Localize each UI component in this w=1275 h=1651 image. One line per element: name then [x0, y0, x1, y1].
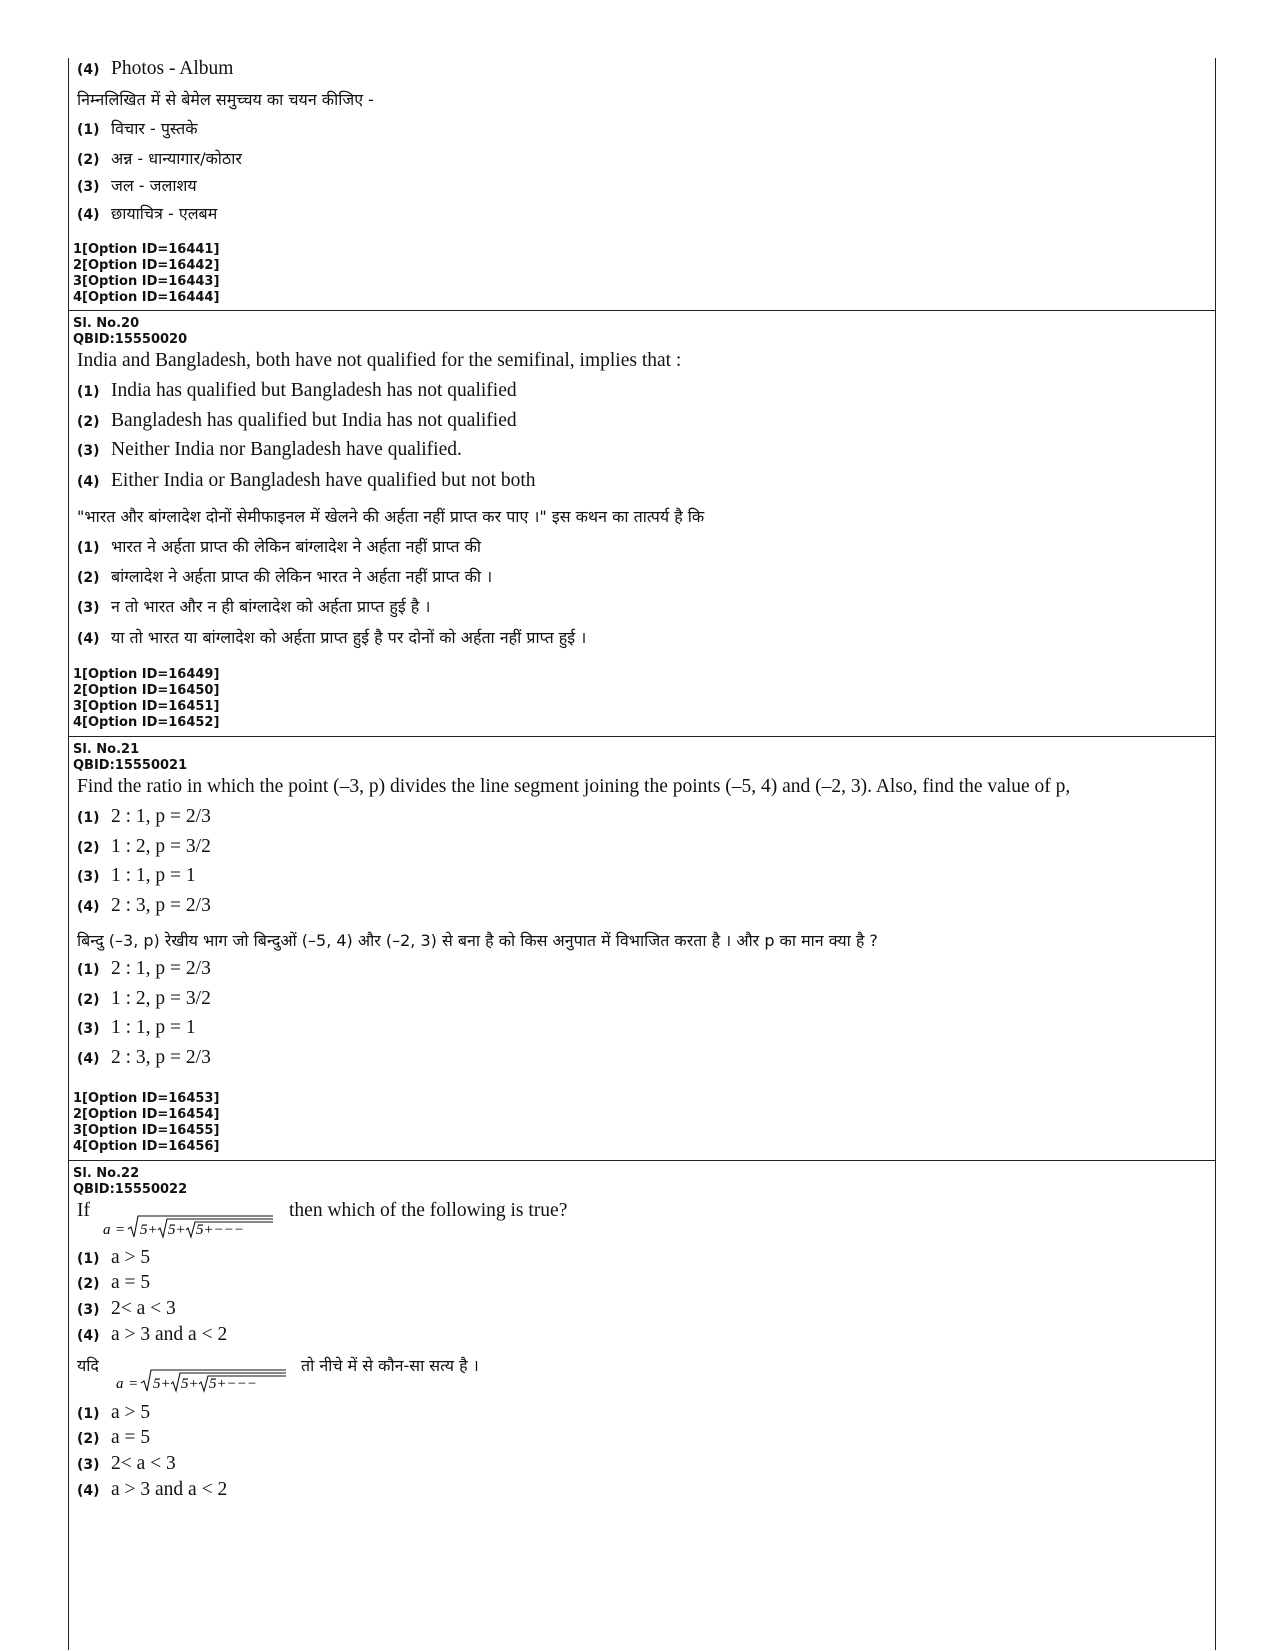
option-line: (1) India has qualified but Bangladesh has not qualified [77, 380, 517, 401]
hindi-option-line: (3) 1 : 1, p = 1 [77, 1017, 196, 1038]
hindi-option-line: (1) a > 5 [77, 1402, 151, 1423]
svg-text:5+: 5+ [181, 1376, 199, 1392]
hindi-option-line: (2) a = 5 [77, 1427, 151, 1448]
qbid: QBID:15550022 [73, 1182, 188, 1197]
nested-radical-formula [101, 1210, 276, 1240]
nested-radical-formula [114, 1364, 289, 1394]
option-line: (2) 1 : 2, p = 3/2 [77, 836, 211, 857]
option-line: (3) 1 : 1, p = 1 [77, 865, 196, 886]
hindi-option-line: (4) a > 3 and a < 2 [77, 1479, 228, 1500]
option-line: (3) 2< a < 3 [77, 1298, 176, 1319]
svg-text:5+−−−: 5+−−− [209, 1376, 257, 1392]
hindi-option-line: (1) विचार - पुस्तके [77, 119, 198, 138]
serial-number: Sl. No.21 [73, 742, 140, 757]
svg-text:a: a [103, 1222, 111, 1238]
question-divider [69, 310, 1215, 311]
hindi-option-line: (4) छायाचित्र - एलबम [77, 204, 218, 223]
svg-text:=: = [115, 1222, 126, 1238]
option-line: (3) Neither India nor Bangladesh have qualified. [77, 439, 462, 460]
svg-text:5+: 5+ [153, 1376, 171, 1392]
option-line: (1) 2 : 1, p = 2/3 [77, 806, 211, 827]
question-stem-suffix: then which of the following is true? [289, 1200, 568, 1221]
question-divider [69, 736, 1215, 737]
option-id-list [73, 242, 219, 306]
question-stem: Find the ratio in which the point (–3, p) divides the line segment joining the points (–5, 4) and (–2, 3). Also, find the value of p, [77, 776, 1071, 797]
hindi-question-stem: बिन्दु (–3, p) रेखीय भाग जो बिन्दुओं (–5, 4) और (–2, 3) से बना है को किस अनुपात में विभाजित करता है । और p का मान क्या है ? [77, 931, 878, 950]
option-id: 2[Option ID=16442] [73, 258, 220, 273]
option-id: 1[Option ID=16441] [73, 242, 220, 257]
formula-graphic [114, 1364, 289, 1394]
option-id-list [73, 1091, 219, 1155]
option-id: 3[Option ID=16451] [73, 699, 220, 714]
option-id: 2[Option ID=16450] [73, 683, 220, 698]
option-line: (2) a = 5 [77, 1272, 151, 1293]
option-line: (2) Bangladesh has qualified but India has not qualified [77, 410, 517, 431]
hindi-option-line: (1) 2 : 1, p = 2/3 [77, 958, 211, 979]
hindi-question-stem-suffix: तो नीचे में से कौन-सा सत्य है । [301, 1356, 479, 1375]
hindi-question-stem: निम्नलिखित में से बेमेल समुच्चय का चयन कीजिए - [77, 90, 374, 109]
option-line: (4) 2 : 3, p = 2/3 [77, 895, 211, 916]
option-line: (4) a > 3 and a < 2 [77, 1324, 228, 1345]
qbid: QBID:15550020 [73, 332, 188, 347]
option-line: (1) a > 5 [77, 1247, 151, 1268]
option-id: 4[Option ID=16456] [73, 1139, 220, 1154]
option-id-list [73, 667, 219, 731]
option-id: 3[Option ID=16443] [73, 274, 220, 289]
serial-number: Sl. No.22 [73, 1166, 140, 1181]
hindi-option-line: (2) 1 : 2, p = 3/2 [77, 988, 211, 1009]
option-id: 4[Option ID=16444] [73, 290, 220, 305]
svg-text:5+: 5+ [140, 1222, 158, 1238]
serial-number: Sl. No.20 [73, 316, 140, 331]
hindi-option-line: (3) 2< a < 3 [77, 1453, 176, 1474]
option-id: 3[Option ID=16455] [73, 1123, 220, 1138]
formula-graphic [101, 1210, 276, 1240]
hindi-option-line: (3) न तो भारत और न ही बांग्लादेश को अर्हता प्राप्त हुई है । [77, 597, 431, 616]
hindi-option-line: (4) 2 : 3, p = 2/3 [77, 1047, 211, 1068]
svg-text:5+−−−: 5+−−− [196, 1222, 244, 1238]
hindi-question-stem: "भारत और बांग्लादेश दोनों सेमीफाइनल में खेलने की अर्हता नहीं प्राप्त कर पाए ।" इस कथन का तात्पर्य है कि [77, 507, 705, 526]
option-id: 1[Option ID=16453] [73, 1091, 220, 1106]
question-paper-page [68, 58, 1216, 1650]
option-id: 2[Option ID=16454] [73, 1107, 220, 1122]
option-id: 4[Option ID=16452] [73, 715, 220, 730]
qbid: QBID:15550021 [73, 758, 188, 773]
option-line: (4) Either India or Bangladesh have qualified but not both [77, 470, 536, 491]
hindi-option-line: (2) बांग्लादेश ने अर्हता प्राप्त की लेकिन भारत ने अर्हता नहीं प्राप्त की । [77, 567, 493, 586]
question-stem-prefix: If [77, 1200, 90, 1221]
hindi-option-line: (3) जल - जलाशय [77, 176, 197, 195]
svg-text:a: a [116, 1376, 124, 1392]
svg-text:5+: 5+ [168, 1222, 186, 1238]
question-stem: India and Bangladesh, both have not qualified for the semifinal, implies that : [77, 350, 682, 371]
question-divider [69, 1160, 1215, 1161]
hindi-option-line: (2) अन्न - धान्यागार/कोठार [77, 149, 242, 168]
hindi-question-stem-prefix: यदि [77, 1356, 99, 1375]
hindi-option-line: (4) या तो भारत या बांग्लादेश को अर्हता प्राप्त हुई है पर दोनों को अर्हता नहीं प्राप्त हुई । [77, 628, 587, 647]
option-line: (4) Photos - Album [77, 58, 234, 79]
svg-text:=: = [128, 1376, 139, 1392]
option-id: 1[Option ID=16449] [73, 667, 220, 682]
hindi-option-line: (1) भारत ने अर्हता प्राप्त की लेकिन बांग्लादेश ने अर्हता नहीं प्राप्त की [77, 537, 482, 556]
